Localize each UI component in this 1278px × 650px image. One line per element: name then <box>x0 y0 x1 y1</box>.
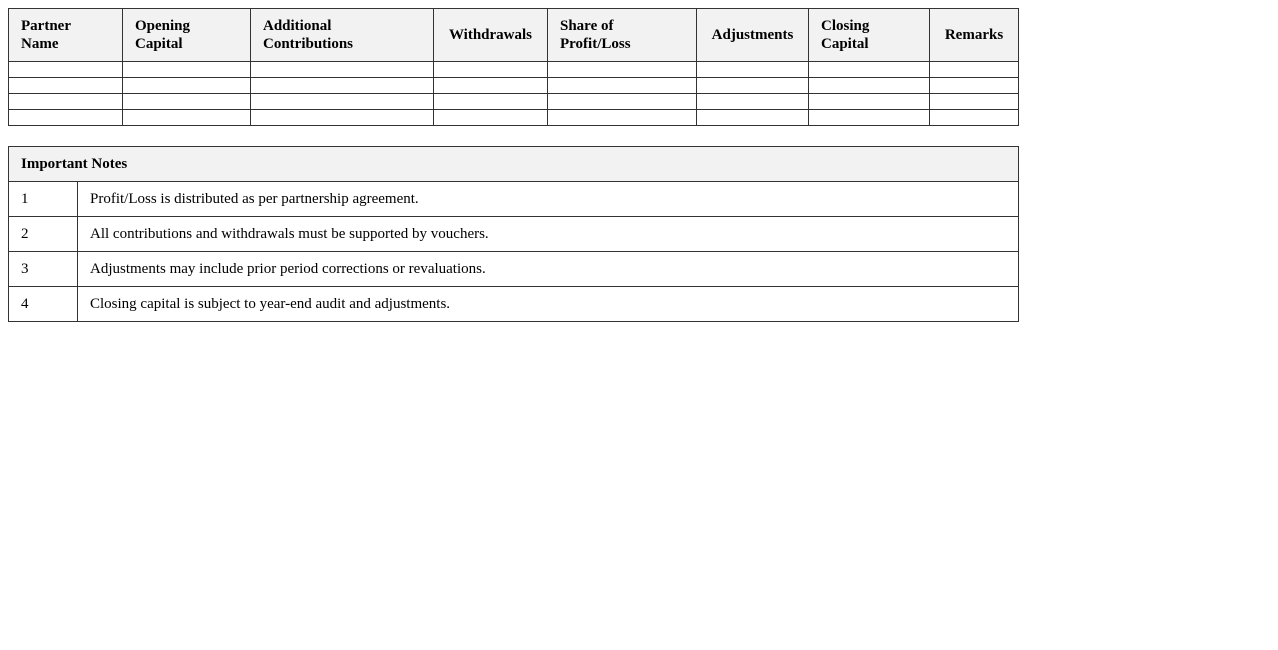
table-cell <box>123 110 251 126</box>
partner-capital-table <box>8 8 1019 126</box>
note-number: 2 <box>9 217 78 252</box>
table-cell <box>434 78 548 94</box>
table-cell <box>548 94 697 110</box>
table-cell <box>809 62 930 78</box>
table-cell <box>548 62 697 78</box>
important-notes-table <box>8 146 1019 322</box>
table-cell <box>9 94 123 110</box>
table-cell <box>251 94 434 110</box>
note-text: Closing capital is subject to year-end audit and adjustments. <box>78 287 1019 322</box>
table-header-row <box>9 9 1019 62</box>
list-item <box>9 217 1019 252</box>
header-withdrawals: Withdrawals <box>434 9 548 62</box>
table-row <box>9 78 1019 94</box>
note-text: Profit/Loss is distributed as per partnership agreement. <box>78 182 1019 217</box>
table-cell <box>548 78 697 94</box>
table-cell <box>9 78 123 94</box>
document-body <box>8 8 1018 322</box>
table-cell <box>930 62 1019 78</box>
table-cell <box>123 94 251 110</box>
table-cell <box>251 62 434 78</box>
table-cell <box>434 62 548 78</box>
table-row <box>9 94 1019 110</box>
table-cell <box>548 110 697 126</box>
list-item <box>9 252 1019 287</box>
table-cell <box>251 78 434 94</box>
header-closing-capital: Closing Capital <box>809 9 930 62</box>
table-cell <box>809 78 930 94</box>
table-cell <box>123 78 251 94</box>
note-number: 1 <box>9 182 78 217</box>
notes-title: Important Notes <box>9 147 1019 182</box>
table-cell <box>123 62 251 78</box>
table-cell <box>697 94 809 110</box>
table-row <box>9 110 1019 126</box>
note-text: Adjustments may include prior period corrections or revaluations. <box>78 252 1019 287</box>
table-cell <box>930 78 1019 94</box>
table-cell <box>697 110 809 126</box>
list-item <box>9 287 1019 322</box>
header-share-of-profit-loss: Share of Profit/Loss <box>548 9 697 62</box>
table-cell <box>930 94 1019 110</box>
table-cell <box>930 110 1019 126</box>
table-cell <box>809 110 930 126</box>
table-cell <box>809 94 930 110</box>
note-number: 4 <box>9 287 78 322</box>
note-number: 3 <box>9 252 78 287</box>
table-cell <box>697 78 809 94</box>
header-remarks: Remarks <box>930 9 1019 62</box>
table-cell <box>434 110 548 126</box>
table-cell <box>9 62 123 78</box>
table-cell <box>697 62 809 78</box>
header-adjustments: Adjustments <box>697 9 809 62</box>
table-cell <box>251 110 434 126</box>
note-text: All contributions and withdrawals must be supported by vouchers. <box>78 217 1019 252</box>
table-row <box>9 62 1019 78</box>
notes-header-row <box>9 147 1019 182</box>
header-partner-name: Partner Name <box>9 9 123 62</box>
table-cell <box>9 110 123 126</box>
list-item <box>9 182 1019 217</box>
table-cell <box>434 94 548 110</box>
header-additional-contributions: Additional Contributions <box>251 9 434 62</box>
header-opening-capital: Opening Capital <box>123 9 251 62</box>
